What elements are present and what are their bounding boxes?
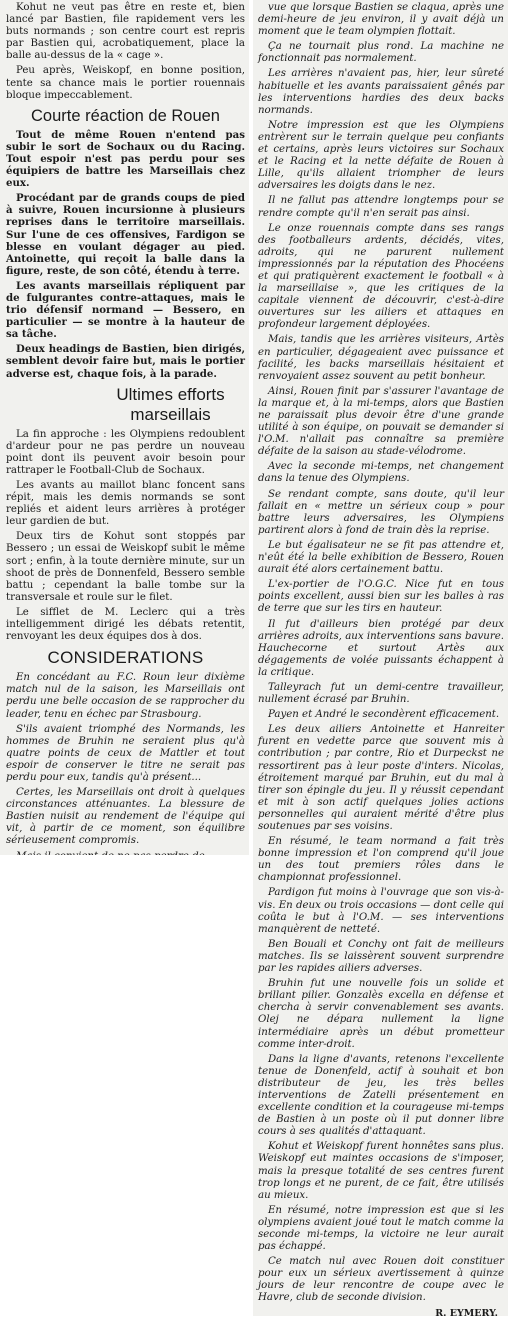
right-paragraph-4: Notre impression est que les Olympiens entrèrent sur le terrain quelque peu confiants et certains, après leurs victoires sur Sochaux et le Racing et la nette défaite de Rouen à Lille, qu'ils allaient triompher de leurs adversaires les doigts dans le nez. [258, 119, 504, 192]
right-paragraph-17: En résumé, le team normand a fait très bonne impression et l'on comprend qu'il joue un des tout premiers rôles dans le championnat professionnel. [258, 836, 504, 884]
ultimes-paragraph-2: Les avants au maillot blanc foncent sans répit, mais les demis normands se sont repliés et aident leurs arrières à protéger leur gardien de but. [6, 480, 245, 528]
right-paragraph-18: Pardigon fut moins à l'ouvrage que son vis-à-vis. En deux ou trois occasions — dont celle qui coûta le but à l'O.M. — ses interventions manquèrent de netteté. [258, 887, 504, 935]
heading-ultimes-efforts: Ultimes efforts marseillais [116, 384, 225, 424]
blank-area [0, 855, 249, 1316]
right-paragraph-12: L'ex-portier de l'O.G.C. Nice fut en tous points excellent, aussi bien sur les balles à ras de terre que sur les tirs en hauteur. [258, 579, 504, 615]
right-paragraph-8: Ainsi, Rouen finit par s'assurer l'avantage de la marque et, à la mi-temps, alors que Bastien ne paraissait plus devoir être d'une grande utilité à son équipe, on pouvait se demander si l'O.M. n'allait pas connaître sa première défaite de la saison au stade-vélodrome. [258, 385, 504, 458]
right-paragraph-5: Il ne fallut pas attendre longtemps pour se rendre compte qu'il n'en serait pas ainsi. [258, 195, 504, 219]
right-paragraph-20: Bruhin fut une nouvelle fois un solide et brillant pilier. Gonzalès excella en défense et chercha à servir convenablement ses avants. Olej ne dépara nullement la ligne intermédiaire après un début prometteur comme inter-droit. [258, 978, 504, 1050]
right-paragraph-16: Les deux ailiers Antoinette et Hanreiter furent en vedette parce que souvent mis à contribution ; par contre, Rio et Durpeckst ne ressortirent pas à leur poste d'inters. Nicolas, étroitement marqué par Bruhin, eut du mal à tirer son épingle du jeu. Il y réussit cependant et mit à son actif quelques jolies actions personnelles qui auraient mérité d'être plus soutenues par ses voisins. [258, 724, 504, 832]
intro-paragraph-2: Peu après, Weiskopf, en bonne position, tente sa chance mais le portier rouennais bloque impeccablement. [6, 65, 245, 101]
right-paragraph-21: Dans la ligne d'avants, retenons l'excellente tenue de Donenfeld, actif à souhait et bon distributeur de jeu, les très belles interventions de Zatelli présentement en excellente condition et la courageuse mi-temps de Bastien à un poste où il put donner libre cours à ses qualités d'attaquant. [258, 1053, 504, 1138]
right-paragraph-11: Le but égalisateur ne se fit pas attendre et, n'eût été la belle exhibition de Bessero, Rouen aurait été alors certainement battu. [258, 539, 504, 576]
rouen-paragraph-1: Tout de même Rouen n'entend pas subir le sort de Sochaux ou du Racing. Tout espoir n'est pas perdu pour ses équipiers de battre les Marseillais chez eux. [6, 128, 245, 190]
right-paragraph-7: Mais, tandis que les arrières visiteurs, Artès en particulier, dégageaient avec puissance et facilité, les backs marseillais hésitaient et renvoyaient assez souvent au petit bonheur. [258, 334, 504, 382]
right-column [253, 0, 508, 1319]
right-paragraph-6: Le onze rouennais compte dans ses rangs des footballeurs ardents, décidés, vites, adroits, qui ne parurent nullement impressionnés par la réputation des Phocéens et qui pratiquèrent exactement le football « à la marseillaise », que les critiques de la capitale viennent de découvrir, c'est-à-dire ouvertures sur les ailiers et attaques en profondeur largement déployées. [258, 222, 504, 331]
right-paragraph-9: Avec la seconde mi-temps, net changement dans la tenue des Olympiens. [258, 461, 504, 485]
considerations-paragraph-3: Certes, les Marseillais ont droit à quelques circonstances atténuantes. La blessure de Bastien nuisit au rendement de l'équipe qui vit, à partir de ce moment, son équilibre sérieusement compromis. [6, 787, 245, 847]
right-paragraph-23: En résumé, notre impression est que si les olympiens avaient joué tout le match comme la seconde mi-temps, la victoire ne leur aurait pas échappé. [258, 1204, 504, 1253]
right-paragraph-3: Les arrières n'avaient pas, hier, leur sûreté habituelle et les avants paraissaient gênés par les interventions hardies des deux backs normands. [258, 68, 504, 116]
right-paragraph-10: Se rendant compte, sans doute, qu'il leur fallait en « mettre un sérieux coup » pour battre leurs adversaires, les Olympiens partirent alors à fond de train dès la reprise. [258, 488, 504, 536]
ultimes-paragraph-4: Le sifflet de M. Leclerc qui a très intelligemment dirigé les débats retentit, renvoyant les deux équipes dos à dos. [6, 606, 245, 643]
rouen-paragraph-2: Procédant par de grands coups de pied à suivre, Rouen incursionne à plusieurs reprises dans le territoire marseillais. Sur l'une de ces offensives, Fardigon se blesse en voulant dégager au pied. Antoinette, qui reçoit la balle dans la figure, reste, de son côté, étendu à terre. [6, 192, 245, 277]
right-paragraph-1: vue que lorsque Bastien se claqua, après une demi-heure de jeu environ, il y avait déjà un moment que le team olympien flottait. [258, 2, 504, 38]
right-paragraph-24: Ce match nul avec Rouen doit constituer pour eux un sérieux avertissement à quinze jours de leur rencontre de coupe avec le Havre, club de seconde division. [258, 1256, 504, 1304]
right-paragraph-15: Payen et André le secondèrent efficacement. [268, 709, 500, 721]
right-paragraph-19: Ben Bouali et Conchy ont fait de meilleurs matches. Ils se laissèrent souvent surprendre par les rapides ailiers adverses. [258, 938, 504, 975]
right-paragraph-2: Ça ne tournait plus rond. La machine ne fonctionnait pas normalement. [258, 41, 504, 65]
considerations-paragraph-1: En concédant au F.C. Roun leur dixième match nul de la saison, les Marseillais ont perdu une belle occasion de se rapprocher du leader, tenu en échec par Strasbourg. [6, 672, 245, 720]
heading-rouen: Courte réaction de Rouen [31, 106, 220, 125]
ultimes-paragraph-1: La fin approche : les Olympiens redoublent d'ardeur pour ne pas perdre un nouveau point dont ils peuvent avoir besoin pour rattraper le Football-Club de Sochaux. [6, 428, 245, 476]
heading-considerations: CONSIDERATIONS [47, 648, 204, 668]
right-paragraph-22: Kohut et Weiskopf furent honnêtes sans plus. Weiskopf eut maintes occasions de s'imposer, mais la presque totalité de ses centres furent trop longs et ne purent, de ce fait, être utilisés au mieux. [258, 1141, 504, 1201]
rouen-paragraph-3: Les avants marseillais répliquent par de fulgurantes contre-attaques, mais le trio défensif normand — Bessero, en particulier — se montre à la hauteur de sa tâche. [6, 279, 245, 341]
considerations-paragraph-2: S'ils avaient triomphé des Normands, les hommes de Bruhin ne seraient plus qu'à quatre points de ceux de Mattler et tout espoir de conserver le titre ne serait pas perdu pour eux, tandis qu'à présent... [6, 723, 245, 783]
author-signature: R. EYMERY. [435, 1307, 498, 1319]
ultimes-paragraph-3: Deux tirs de Kohut sont stoppés par Bessero ; un essai de Weiskopf subit le même sort ; enfin, à la toute dernière minute, sur un shoot de près de Donnenfeld, Bessero semble battu ; cependant la balle tombe sur la transversale et roule sur le filet. [6, 531, 245, 603]
right-paragraph-14: Talleyrach fut un demi-centre travailleur, nullement écrasé par Bruhin. [258, 681, 504, 706]
intro-paragraph-1: Kohut ne veut pas être en reste et, bien lancé par Bastien, file rapidement vers les buts normands ; son centre court est repris par Bastien qui, acrobatiquement, place la balle au-dessus de la « cage ». [6, 2, 245, 62]
right-paragraph-13: Il fut d'ailleurs bien protégé par deux arrières adroits, aux interventions sans bavure. Hauchecorne et surtout Artès aux dégagements de volée puissants échappent à la critique. [258, 618, 504, 678]
left-column [0, 0, 249, 855]
rouen-paragraph-4: Deux headings de Bastien, bien dirigés, semblent devoir faire but, mais le portier adverse est, chaque fois, à la parade. [6, 343, 245, 380]
